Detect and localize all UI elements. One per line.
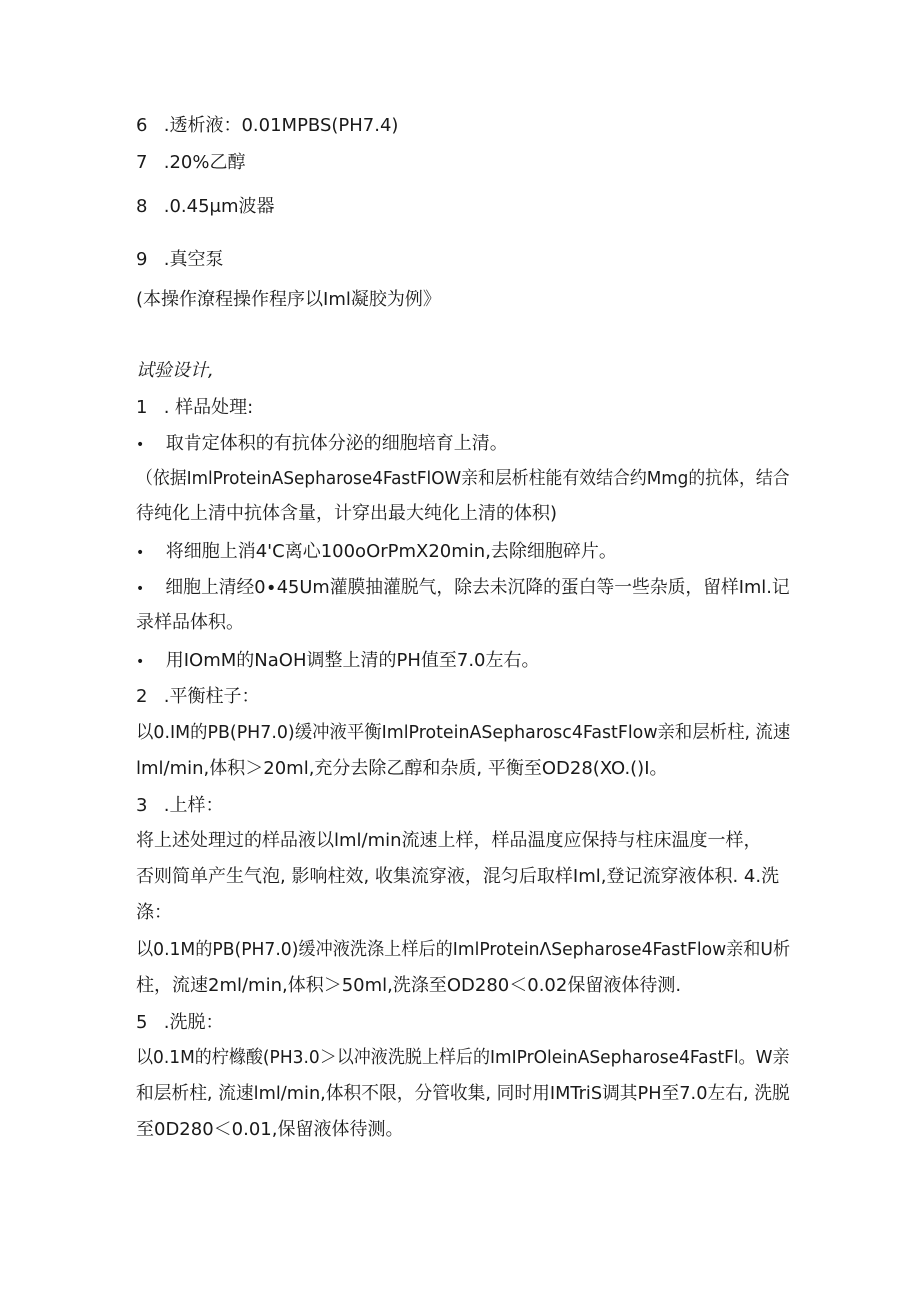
step-title: .平衡柱子：	[163, 686, 260, 707]
paragraph-line: 将上述处理过的样品液以lml∕min流速上样，样品温度应保持与柱床温度一样，	[136, 830, 762, 851]
paragraph-line: 以0.IM的PB(PH7.0)缓冲液平衡ImlProteinASepharosc4FastFlow亲和层析柱, 流速	[136, 722, 791, 743]
bullet-icon: •	[136, 437, 145, 453]
paragraph-line: 否则简单产生气泡, 影响柱效, 收集流穿液，混匀后取样Iml,登记流穿液体积. 4.洗	[136, 866, 780, 887]
paragraph-line: 录样品体积。	[136, 612, 244, 633]
list-number: 7	[136, 152, 148, 173]
paragraph-line: 以0.1M的PB(PH7.0)缓冲液洗涤上样后的ImlProteinΛSepharose4FastFlow亲和U析	[136, 939, 791, 960]
list-text: .真空泵	[163, 249, 224, 270]
paragraph-line: lml∕min,体积＞20ml,充分去除乙醇和杂质, 平衡至OD28(XO.()I。	[136, 758, 668, 779]
step-2-heading	[136, 685, 259, 709]
bullet-text: 将细胞上消4'C离心100oOrPmX20min,去除细胞碎片。	[165, 541, 617, 562]
paragraph-line: 至0D280＜0.01,保留液体待测。	[136, 1119, 404, 1140]
paragraph-line: 和层析柱, 流速lml∕min,体积不限，分管收集, 同时用IMTriS调其PH至7.0左右, 洗脱	[136, 1083, 790, 1104]
list-text: .0.45μm波器	[163, 196, 275, 217]
step-number: 2	[136, 686, 148, 707]
step-title: .上样：	[163, 795, 224, 816]
list-item-7	[136, 151, 245, 175]
procedure-note: (本操作潦程操作程序以Iml凝胶为例》	[136, 289, 441, 310]
step-1-heading	[136, 396, 253, 420]
list-text: .透析液：0.01MPBS(PH7.4)	[163, 115, 399, 136]
bullet-text: 细胞上清经0∙45Um灌膜抽灌脱气，除去未沉降的蛋白等一些杂质，留样Iml.记	[165, 577, 790, 598]
step-number: 3	[136, 795, 148, 816]
bullet-icon: •	[136, 654, 145, 670]
paragraph-line: 涤：	[136, 902, 172, 923]
step-3-heading	[136, 794, 223, 818]
paragraph-line: （依据ImlProteinASepharose4FastFlOW亲和层析柱能有效结合约Mmg的抗体，结合	[136, 468, 790, 489]
list-text: .20%乙醇	[163, 152, 246, 173]
paragraph-line: 待纯化上清中抗体含量，计穿出最大纯化上清的体积)	[136, 503, 558, 524]
section-heading-design: 试验设计,	[136, 360, 214, 381]
step-number: 5	[136, 1012, 148, 1033]
bullet-item	[136, 432, 508, 456]
list-number: 9	[136, 249, 148, 270]
bullet-item	[136, 576, 790, 600]
bullet-text: 用IOmM的NaOH调整上清的PH值至7.0左右。	[165, 650, 540, 671]
bullet-item	[136, 649, 540, 673]
step-title: .洗脱：	[163, 1012, 224, 1033]
bullet-text: 取肯定体积的有抗体分泌的细胞培育上清。	[165, 433, 508, 454]
list-item-8	[136, 195, 275, 219]
list-item-9	[136, 248, 223, 272]
bullet-icon: •	[136, 581, 145, 597]
list-number: 8	[136, 196, 148, 217]
bullet-item	[136, 540, 617, 564]
bullet-icon: •	[136, 545, 145, 561]
step-number: 1	[136, 397, 148, 418]
paragraph-line: 柱，流速2ml∕min,体积＞50ml,洗涤至OD280＜0.02保留液体待测.	[136, 975, 682, 996]
paragraph-line: 以0.1M的柠橼酸(PH3.0＞以冲液洗脱上样后的ImIPrOleinASepharose4FastFl。W亲	[136, 1047, 790, 1068]
step-5-heading	[136, 1011, 223, 1035]
list-number: 6	[136, 115, 148, 136]
list-item-6	[136, 114, 398, 138]
step-title: . 样品处理:	[163, 397, 254, 418]
